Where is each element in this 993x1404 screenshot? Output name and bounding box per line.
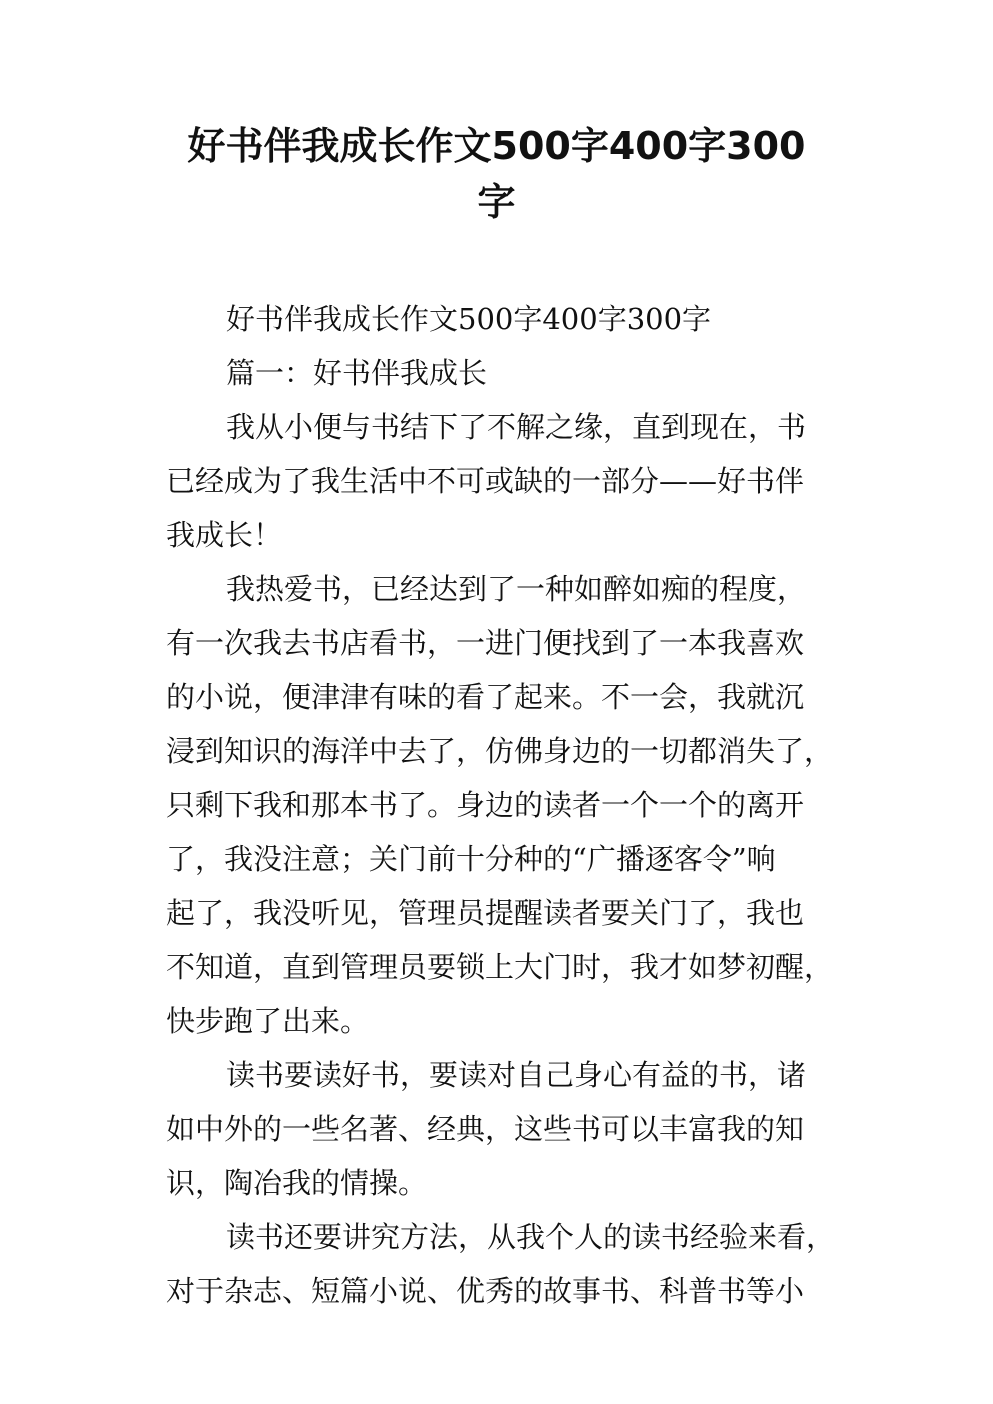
- body-line: 篇一：好书伴我成长: [226, 356, 488, 390]
- body-line: 浸到知识的海洋中去了，仿佛身边的一切都消失了，: [166, 734, 834, 768]
- title-line-2: 字: [477, 180, 516, 224]
- body-line: 如中外的一些名著、经典，这些书可以丰富我的知: [166, 1112, 805, 1146]
- body-line: 起了，我没听见，管理员提醒读者要关门了，我也: [166, 896, 805, 930]
- body-line: 读书要读好书，要读对自己身心有益的书，诸: [226, 1058, 807, 1092]
- title-line-1: 好书伴我成长作文500字400字300: [187, 124, 806, 168]
- body-line: 我热爱书，已经达到了一种如醉如痴的程度，: [226, 572, 807, 606]
- body-line: 快步跑了出来。: [166, 1004, 370, 1038]
- body-line: 只剩下我和那本书了。身边的读者一个一个的离开: [166, 788, 805, 822]
- body-line: 不知道，直到管理员要锁上大门时，我才如梦初醒，: [166, 950, 834, 984]
- body-line: 已经成为了我生活中不可或缺的一部分——好书伴: [166, 464, 805, 498]
- body-line: 我成长！: [166, 518, 283, 552]
- body-line: 有一次我去书店看书，一进门便找到了一本我喜欢: [166, 626, 805, 660]
- document-title: [150, 118, 843, 230]
- document-body: [166, 292, 846, 1318]
- body-line: 对于杂志、短篇小说、优秀的故事书、科普书等小: [166, 1274, 805, 1308]
- body-line: 读书还要讲究方法，从我个人的读书经验来看，: [226, 1220, 836, 1254]
- body-line: 好书伴我成长作文500字400字300字: [226, 302, 712, 336]
- body-line: 我从小便与书结下了不解之缘，直到现在，书: [226, 410, 807, 444]
- body-line: 的小说，便津津有味的看了起来。不一会，我就沉: [166, 680, 805, 714]
- body-line: 了，我没注意；关门前十分种的“广播逐客令”响: [166, 842, 776, 876]
- body-line: 识，陶冶我的情操。: [166, 1166, 428, 1200]
